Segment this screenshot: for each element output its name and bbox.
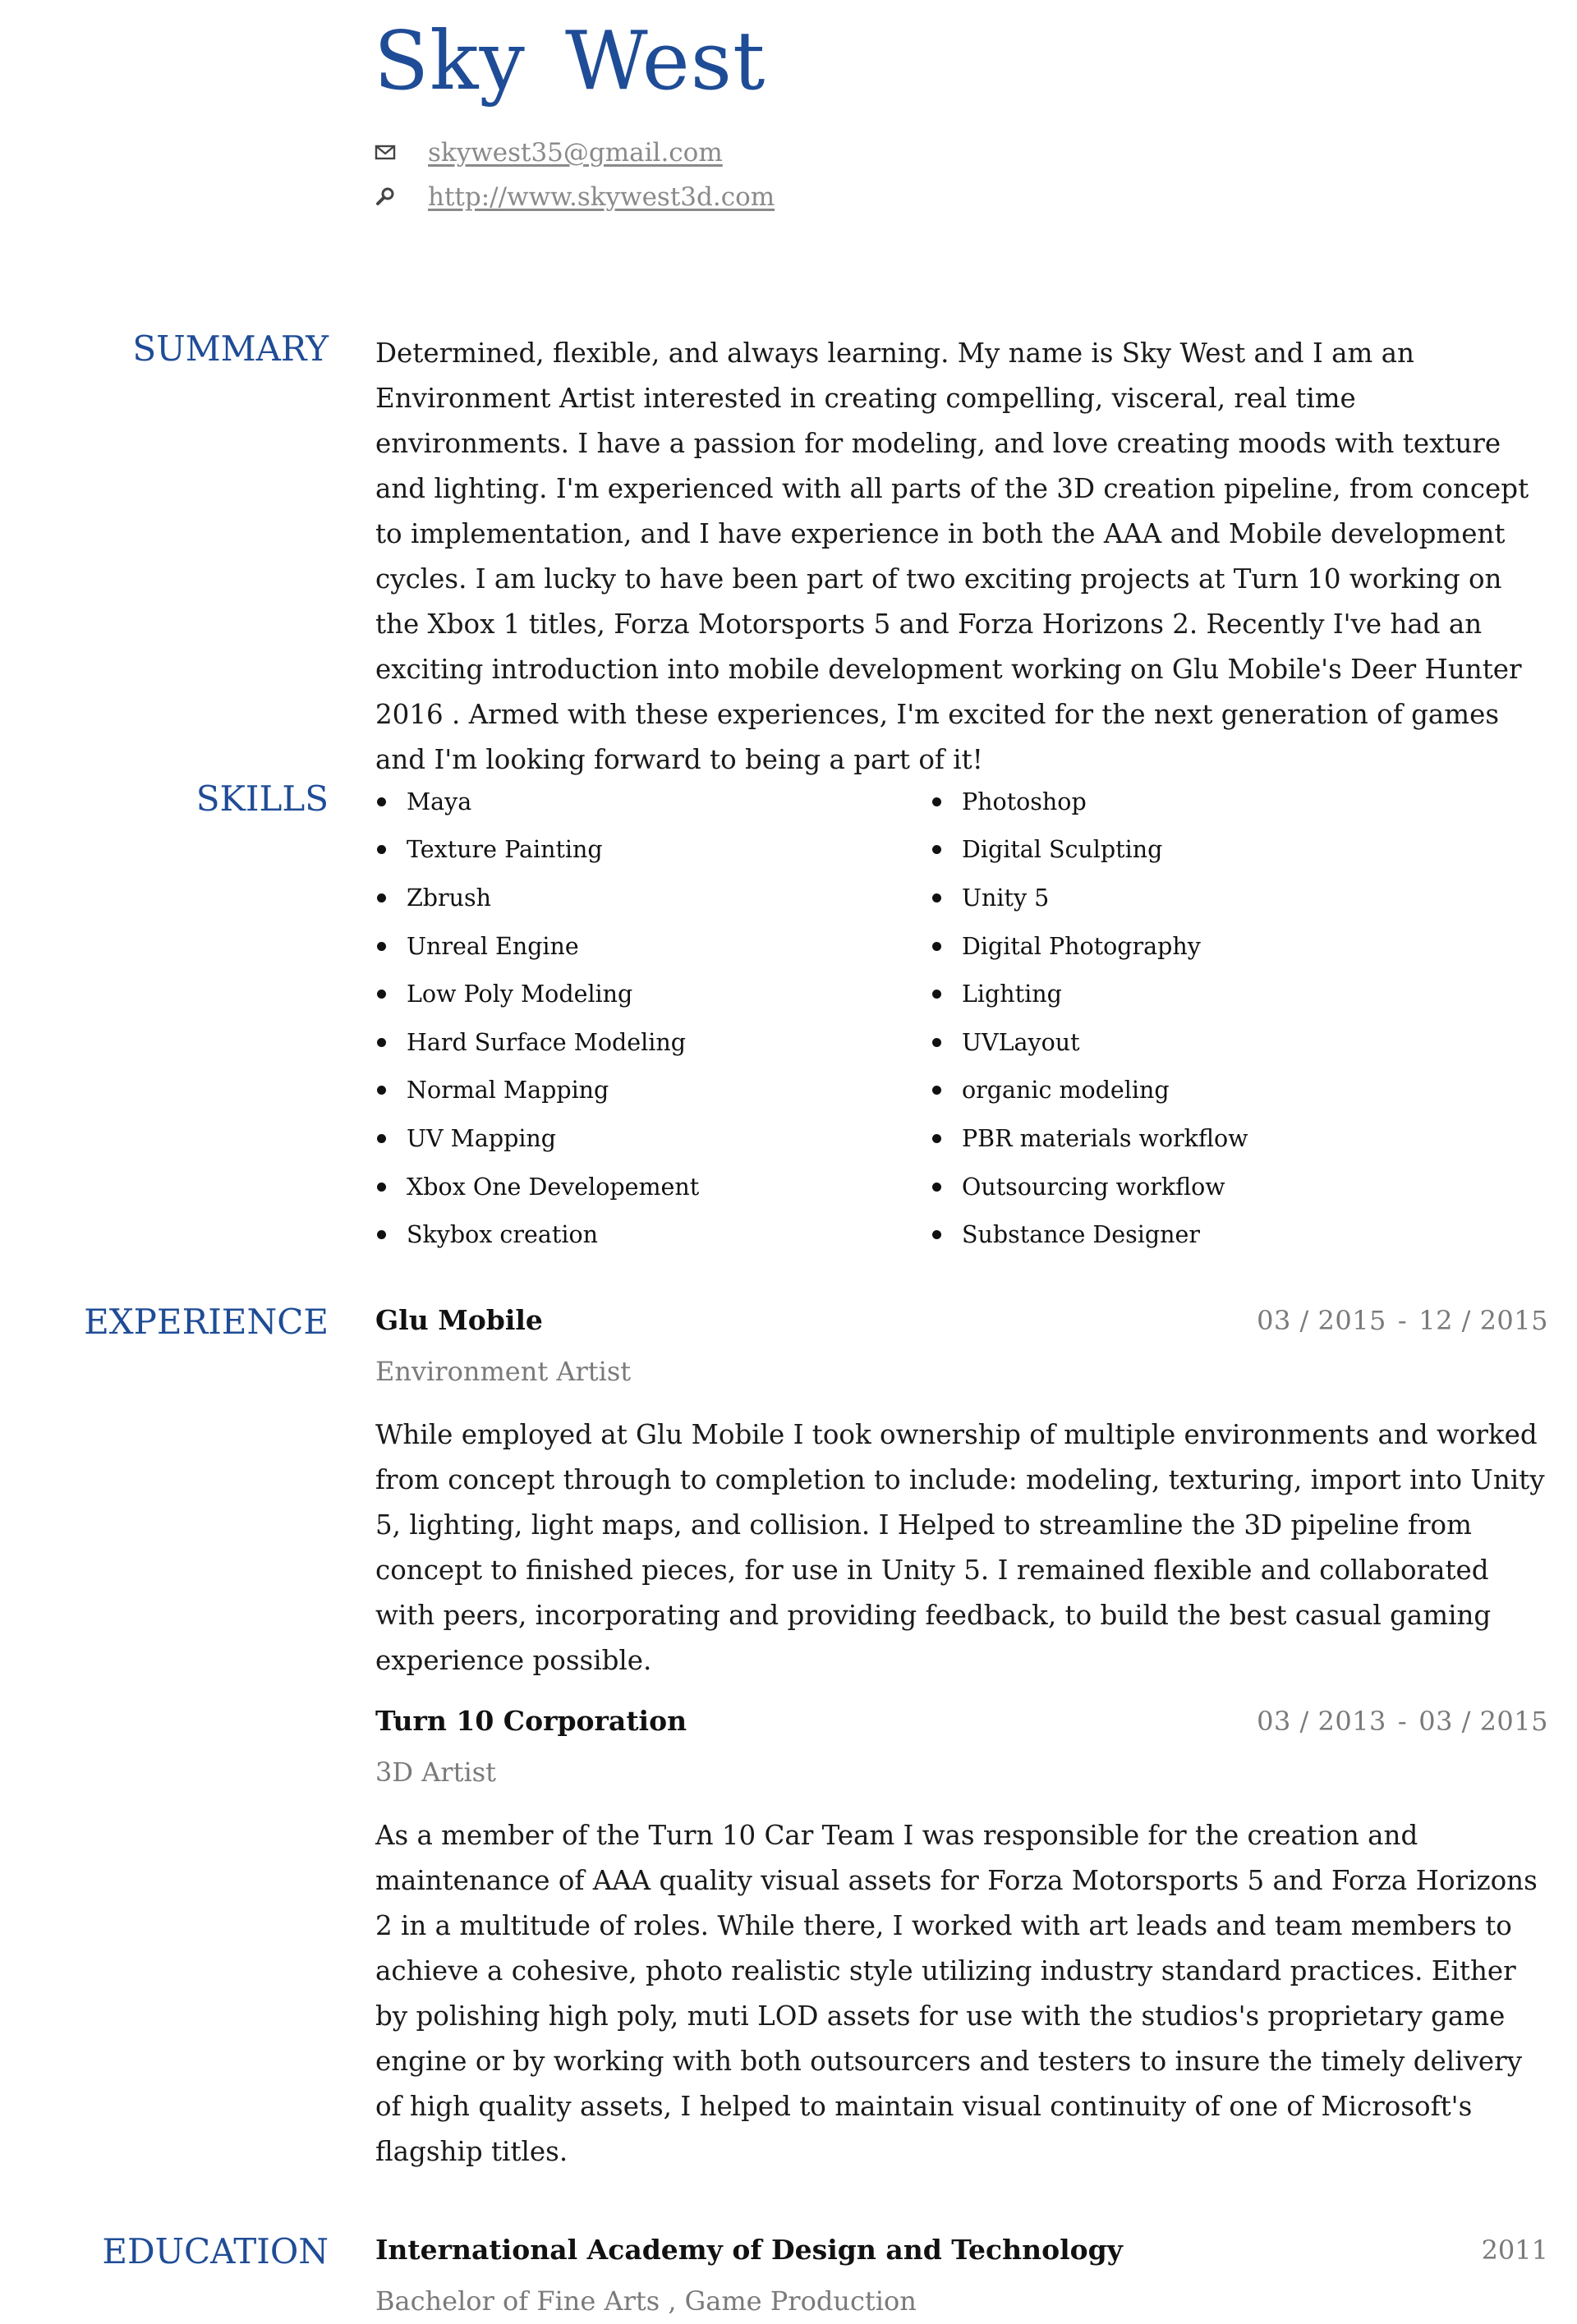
skill-label: Maya	[407, 788, 472, 815]
skill-label: Substance Designer	[962, 1221, 1200, 1249]
skill-label: PBR materials workflow	[962, 1124, 1248, 1152]
bullet-icon	[377, 990, 386, 999]
candidate-name: Sky West	[374, 15, 766, 108]
skill-item	[931, 1163, 1486, 1211]
company-name: Turn 10 Corporation	[375, 1705, 687, 1737]
skill-item	[931, 970, 1486, 1018]
bullet-icon	[932, 1230, 941, 1239]
skill-item	[375, 1067, 931, 1115]
skill-label: Lighting	[962, 981, 1062, 1008]
bullet-icon	[932, 1134, 941, 1143]
email-link[interactable]: skywest35@gmail.com	[428, 138, 723, 168]
skill-label: Xbox One Developement	[407, 1173, 700, 1201]
skill-item	[375, 874, 931, 922]
skill-label: Outsourcing workflow	[962, 1173, 1225, 1201]
skill-item	[931, 778, 1486, 826]
date-separator: -	[1397, 1706, 1408, 1737]
skill-item	[931, 1114, 1486, 1163]
job-header	[375, 1304, 1548, 1349]
envelope-icon	[374, 140, 398, 165]
experience-heading: EXPERIENCE	[84, 1302, 329, 1342]
end-date: 12 / 2015	[1418, 1305, 1548, 1336]
start-date: 03 / 2015	[1257, 1305, 1386, 1336]
skill-label: Unity 5	[962, 884, 1050, 912]
skills-list	[375, 778, 1548, 1259]
bullet-icon	[377, 1038, 386, 1047]
skill-label: organic modeling	[962, 1077, 1170, 1105]
skill-label: Low Poly Modeling	[407, 981, 633, 1008]
bullet-icon	[377, 845, 386, 854]
skill-item	[375, 1018, 931, 1067]
skill-label: Skybox creation	[407, 1221, 598, 1249]
bullet-icon	[377, 1230, 386, 1239]
job-entry	[375, 1705, 1548, 2175]
bullet-icon	[932, 1183, 941, 1192]
website-link[interactable]: http://www.skywest3d.com	[428, 182, 775, 212]
skill-item	[931, 826, 1486, 875]
job-dates	[1257, 1305, 1548, 1336]
summary-heading: SUMMARY	[132, 328, 329, 369]
skill-item	[375, 922, 931, 971]
skill-label: Normal Mapping	[407, 1077, 609, 1105]
job-dates	[1257, 1706, 1548, 1737]
skill-item	[931, 1018, 1486, 1067]
bullet-icon	[932, 845, 941, 854]
end-date: 03 / 2015	[1418, 1706, 1548, 1737]
skill-item	[375, 1163, 931, 1211]
bullet-icon	[377, 893, 386, 903]
company-name: Glu Mobile	[375, 1304, 543, 1336]
summary-section	[375, 331, 1548, 783]
skill-item	[375, 970, 931, 1018]
skill-item	[375, 826, 931, 875]
skill-label: Photoshop	[962, 788, 1087, 815]
bullet-icon	[932, 1086, 941, 1095]
website-row	[374, 182, 775, 212]
bullet-icon	[377, 1134, 386, 1143]
bullet-icon	[932, 942, 941, 951]
start-date: 03 / 2013	[1257, 1706, 1386, 1737]
skill-item	[375, 1210, 931, 1259]
education-heading: EDUCATION	[102, 2231, 329, 2271]
skill-item	[931, 1210, 1486, 1259]
skill-label: Digital Photography	[962, 932, 1201, 960]
education-entry	[375, 2234, 1548, 2324]
education-header	[375, 2234, 1548, 2279]
skill-item	[375, 778, 931, 826]
skill-label: Digital Sculpting	[962, 836, 1163, 864]
job-entry	[375, 1304, 1548, 1683]
skill-label: Texture Painting	[407, 836, 603, 864]
date-separator: -	[1397, 1305, 1408, 1336]
skill-item	[375, 1114, 931, 1163]
graduation-year: 2011	[1481, 2234, 1548, 2266]
search-icon	[374, 185, 398, 209]
school-name: International Academy of Design and Technology	[375, 2234, 1123, 2266]
job-role: 3D Artist	[375, 1757, 496, 1788]
bullet-icon	[932, 797, 941, 806]
bullet-icon	[377, 797, 386, 806]
skill-label: Unreal Engine	[407, 932, 579, 960]
bullet-icon	[932, 893, 941, 903]
summary-text: Determined, flexible, and always learning. My name is Sky West and I am an Environment Artist interested in creating compelling, visceral, real time environments. I have a passion for modeling, and love creating moods with texture and lighting. I'm experienced with all parts of the 3D creation pipeline, from concept to implementation, and I have experience in both the AAA and Mobile development cycles. I am lucky to have been part of two exciting projects at Turn 10 working on the Xbox 1 titles, Forza Motorsports 5 and Forza Horizons 2. Recently I've had an exciting introduction into mobile development working on Glu Mobile's Deer Hunter 2016 . Armed with these experiences, I'm excited for the next generation of games and I'm looking forward to being a part of it!	[375, 338, 1529, 775]
skill-item	[931, 874, 1486, 922]
email-row	[374, 138, 723, 168]
bullet-icon	[377, 1086, 386, 1095]
skill-label: Zbrush	[407, 884, 492, 912]
job-description: As a member of the Turn 10 Car Team I was responsible for the creation and maintenance of AAA quality visual assets for Forza Motorsports 5 and Forza Horizons 2 in a multitude of roles. While there, I worked with art leads and team members to achieve a cohesive, photo realistic style utilizing industry standard practices. Either by polishing high poly, muti LOD assets for use with the studios's proprietary game engine or by working with both outsourcers and testers to insure the timely delivery of high quality assets, I helped to maintain visual continuity of one of Microsoft's flagship titles.	[375, 1820, 1538, 2167]
degree: Bachelor of Fine Arts , Game Production	[375, 2285, 917, 2317]
skills-heading: SKILLS	[195, 778, 329, 819]
bullet-icon	[377, 1183, 386, 1192]
skills-section	[375, 778, 1548, 1259]
skill-label: Hard Surface Modeling	[407, 1028, 686, 1056]
job-role: Environment Artist	[375, 1356, 632, 1387]
job-header	[375, 1705, 1548, 1750]
skill-item	[931, 922, 1486, 971]
skill-item	[931, 1067, 1486, 1115]
job-description: While employed at Glu Mobile I took ownership of multiple environments and worked from concept through to completion to include: modeling, texturing, import into Unity 5, lighting, light maps, and collision. I Helped to streamline the 3D pipeline from concept to finished pieces, for use in Unity 5. I remained flexible and collaborated with peers, incorporating and providing feedback, to build the best casual gaming experience possible.	[375, 1419, 1545, 1676]
bullet-icon	[932, 1038, 941, 1047]
bullet-icon	[377, 942, 386, 951]
skill-label: UVLayout	[962, 1028, 1080, 1056]
bullet-icon	[932, 990, 941, 999]
skill-label: UV Mapping	[407, 1124, 557, 1152]
